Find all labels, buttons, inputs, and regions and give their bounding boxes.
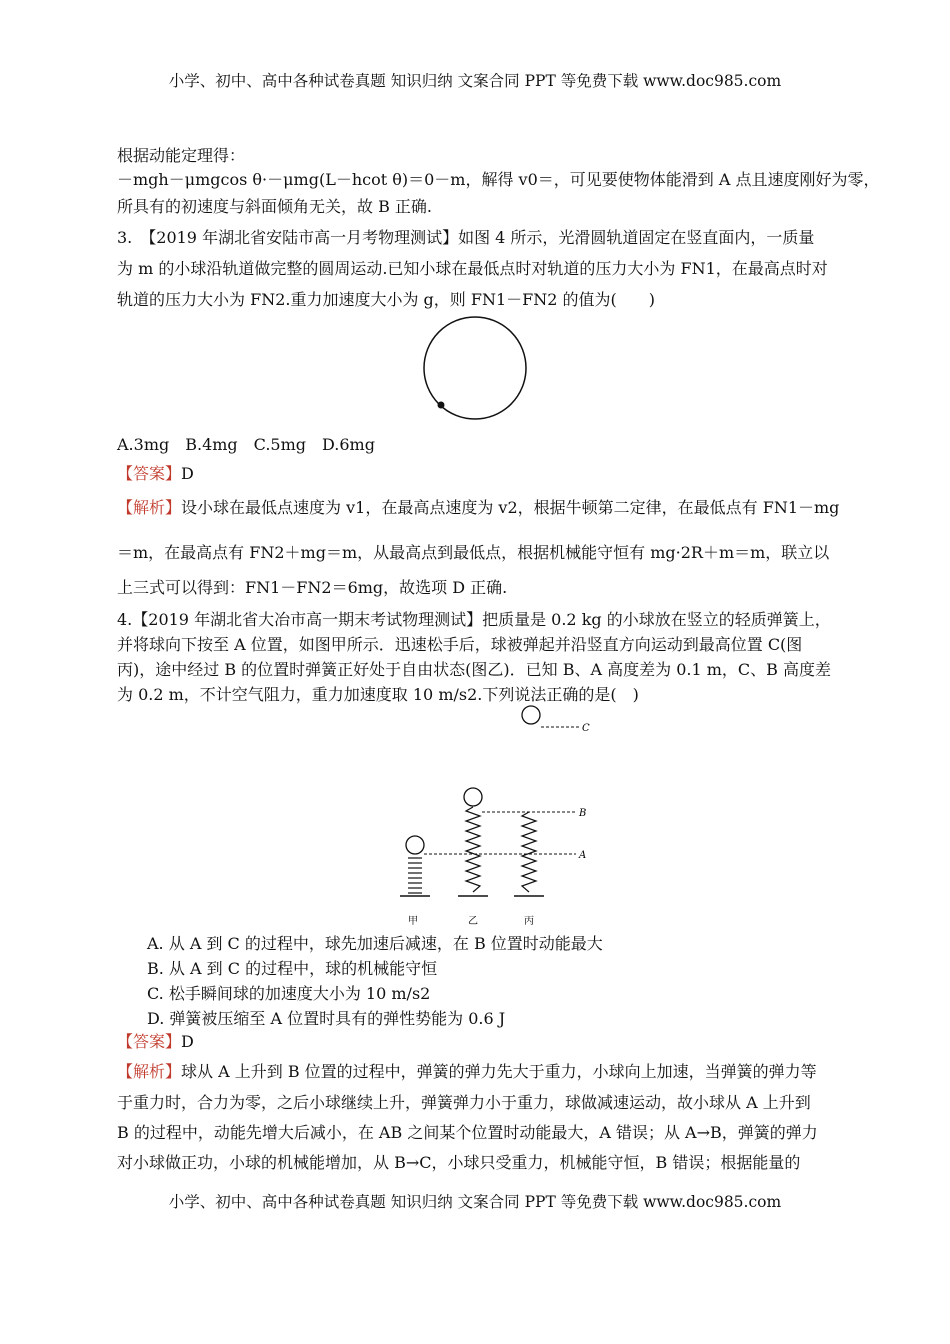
q3-analysis-line-2: ＝m，在最高点有 FN2＋mg＝m，从最高点到最低点，根据机械能守恒有 mg·2R＋m＝m，联立以 bbox=[117, 543, 830, 562]
top-line-2: －mgh－μmgcos θ·－μmg(L－hcot θ)＝0－m，解得 v0＝，可见要使物体能滑到 A 点且速度刚好为零， bbox=[117, 170, 880, 189]
q4-answer-value: D bbox=[181, 1032, 194, 1051]
ball-on-track bbox=[438, 402, 445, 409]
label-c: C bbox=[582, 723, 590, 734]
spring-figure bbox=[396, 700, 596, 930]
q3-analysis-line-3: 上三式可以得到：FN1－FN2＝6mg，故选项 D 正确. bbox=[117, 578, 508, 597]
q3-analysis-line-1 bbox=[117, 498, 839, 518]
q3-line-3: 轨道的压力大小为 FN2.重力加速度大小为 g，则 FN1－FN2 的值为( ) bbox=[117, 290, 656, 309]
label-yi: 乙 bbox=[468, 916, 478, 927]
q3-line-2: 为 m 的小球沿轨道做完整的圆周运动.已知小球在最低点时对轨道的压力大小为 FN1，在最高点时对 bbox=[117, 259, 828, 278]
circle-track-figure bbox=[418, 314, 534, 426]
label-jia: 甲 bbox=[408, 916, 418, 927]
ball-b bbox=[464, 788, 482, 806]
ball-c bbox=[522, 706, 540, 724]
q4-option-a: A. 从 A 到 C 的过程中，球先加速后减速，在 B 位置时动能最大 bbox=[147, 934, 603, 953]
q4-answer-label: 【答案】 bbox=[117, 1032, 182, 1051]
top-line-1: 根据动能定理得： bbox=[117, 146, 246, 165]
q4-line-2: 并将球向下按至 A 位置，如图甲所示．迅速松手后，球被弹起并沿竖直方向运动到最高位置 C(图 bbox=[117, 635, 803, 654]
q4-analysis-line-1 bbox=[117, 1062, 817, 1082]
page-footer: 小学、初中、高中各种试卷真题 知识归纳 文案合同 PPT 等免费下载 www.doc985.com bbox=[168, 1193, 782, 1211]
q3-answer-value: D bbox=[181, 464, 194, 483]
q4-analysis-text-1: 球从 A 上升到 B 位置的过程中，弹簧的弹力先大于重力，小球向上加速，当弹簧的弹力等 bbox=[181, 1062, 817, 1081]
q4-analysis-line-3: B 的过程中，动能先增大后减小，在 AB 之间某个位置时动能最大，A 错误；从 A→B，弹簧的弹力 bbox=[117, 1123, 818, 1142]
q3-answer-label: 【答案】 bbox=[117, 464, 182, 483]
q4-option-d: D. 弹簧被压缩至 A 位置时具有的弹性势能为 0.6 J bbox=[147, 1009, 506, 1028]
q4-line-3: 丙)，途中经过 B 的位置时弹簧正好处于自由状态(图乙)．已知 B、A 高度差为 0.1 m，C、B 高度差 bbox=[117, 660, 832, 679]
q3-analysis-label: 【解析】 bbox=[117, 498, 182, 517]
q4-answer bbox=[117, 1032, 194, 1052]
q4-analysis-label: 【解析】 bbox=[117, 1062, 182, 1081]
label-b: B bbox=[579, 808, 587, 819]
page-header: 小学、初中、高中各种试卷真题 知识归纳 文案合同 PPT 等免费下载 www.doc985.com bbox=[168, 72, 782, 90]
spring-jia bbox=[400, 858, 430, 896]
top-line-3: 所具有的初速度与斜面倾角无关，故 B 正确. bbox=[117, 197, 433, 216]
q4-analysis-line-4: 对小球做正功，小球的机械能增加，从 B→C，小球只受重力，机械能守恒，B 错误；根据能量的 bbox=[117, 1153, 801, 1172]
label-a: A bbox=[579, 850, 587, 861]
label-bing: 丙 bbox=[524, 916, 534, 927]
q4-option-c: C. 松手瞬间球的加速度大小为 10 m/s2 bbox=[147, 984, 431, 1003]
spring-yi bbox=[466, 807, 480, 892]
q4-analysis-line-2: 于重力时，合力为零，之后小球继续上升，弹簧弹力小于重力，球做减速运动，故小球从 A 上升到 bbox=[117, 1093, 811, 1112]
q3-analysis-text-1: 设小球在最低点速度为 v1，在最高点速度为 v2，根据牛顿第二定律，在最低点有 FN1－mg bbox=[181, 498, 840, 517]
q3-answer bbox=[117, 464, 194, 484]
q4-option-b: B. 从 A 到 C 的过程中，球的机械能守恒 bbox=[147, 959, 438, 978]
spring-bing bbox=[522, 812, 536, 892]
q3-options: A.3mg B.4mg C.5mg D.6mg bbox=[117, 435, 375, 454]
q3-line-1: 3. 【2019 年湖北省安陆市高一月考物理测试】如图 4 所示，光滑圆轨道固定在竖直面内，一质量 bbox=[117, 228, 815, 247]
ball-a bbox=[406, 836, 424, 854]
q4-line-1: 4.【2019 年湖北省大冶市高一期末考试物理测试】把质量是 0.2 kg 的小球放在竖立的轻质弹簧上， bbox=[117, 610, 831, 629]
q4-line-4: 为 0.2 m，不计空气阻力，重力加速度取 10 m/s2.下列说法正确的是( ) bbox=[117, 685, 639, 704]
